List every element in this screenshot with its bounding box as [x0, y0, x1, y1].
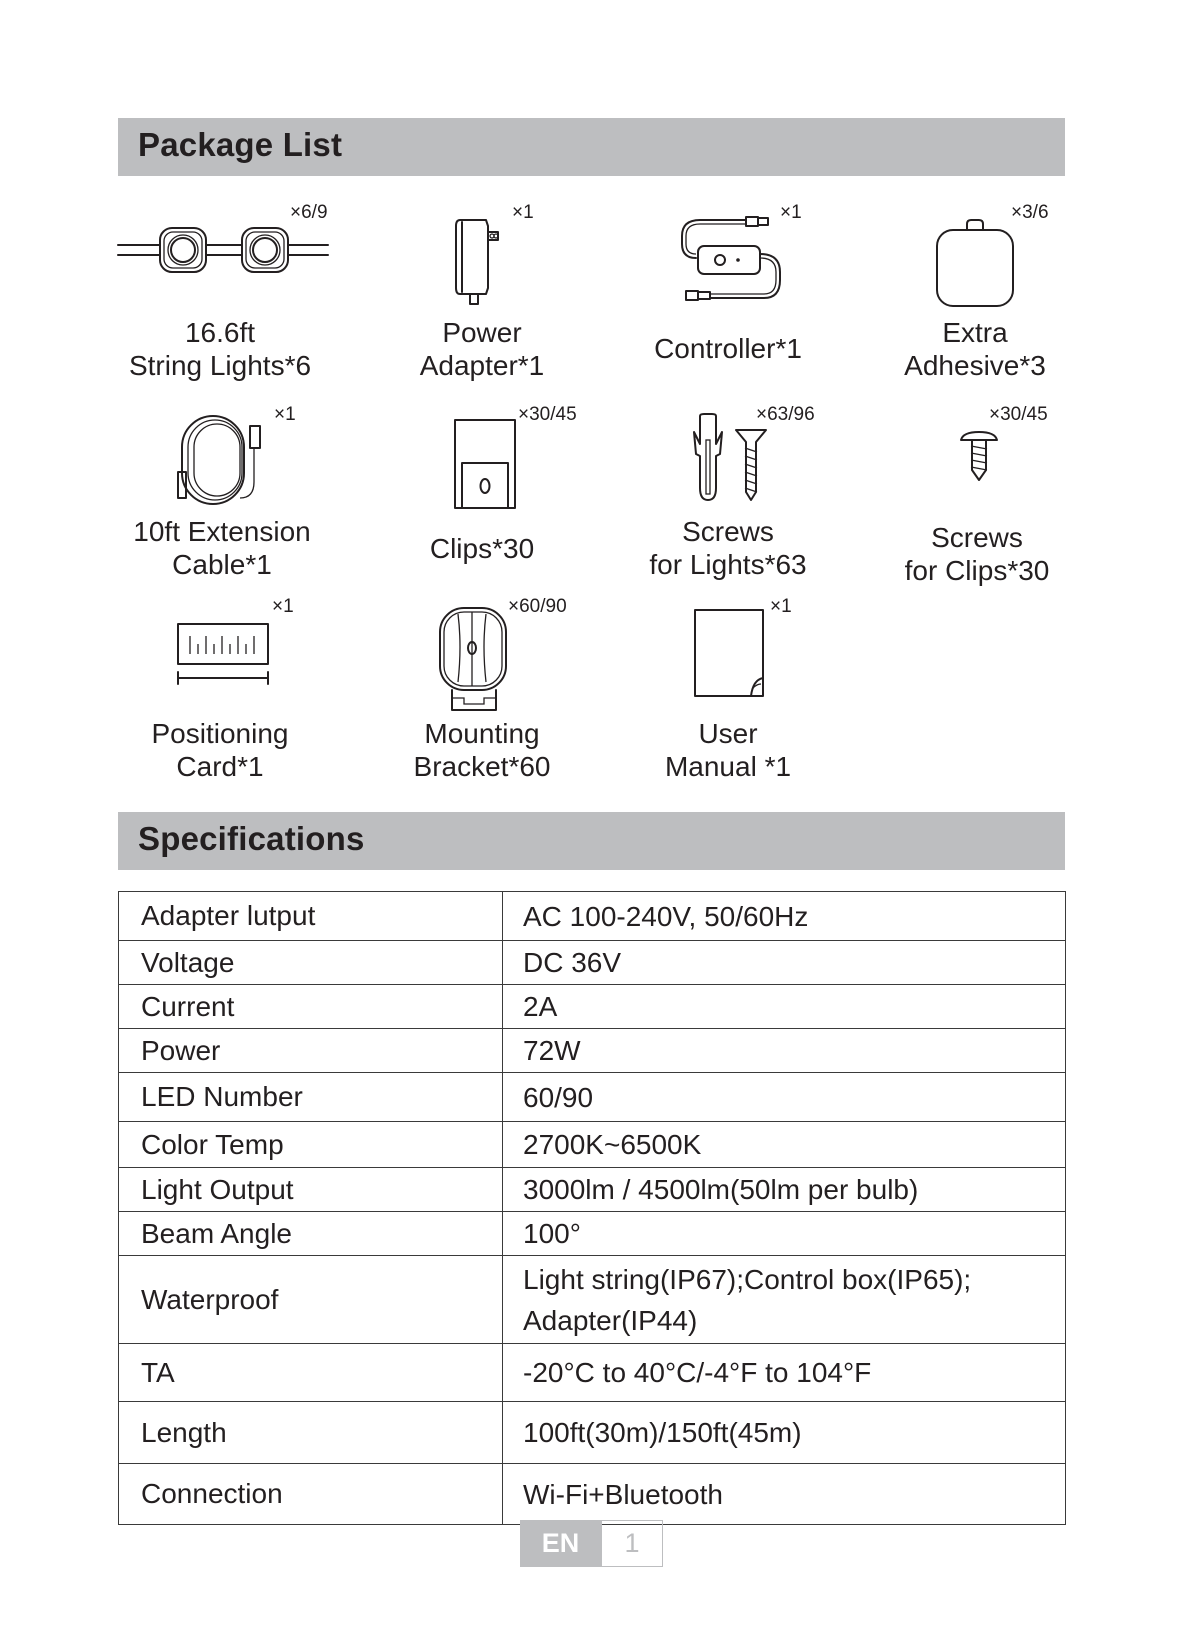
- package-item-screws-lights: [608, 404, 848, 594]
- string-lights-icon: [118, 225, 328, 275]
- spec-key: TA: [119, 1344, 503, 1402]
- item-label: [362, 717, 602, 783]
- quantity-badge: ×3/6: [1011, 202, 1049, 223]
- label-line: String Lights*6: [128, 350, 312, 381]
- spec-value: [503, 1256, 1066, 1344]
- anchor-screw-icon: [690, 412, 770, 508]
- spec-key: Beam Angle: [119, 1212, 503, 1256]
- package-item-user-manual: [608, 596, 848, 786]
- spec-value: AC 100-240V, 50/60Hz: [503, 892, 1066, 941]
- package-list-title: Package List: [138, 126, 343, 163]
- spec-value: 72W: [503, 1029, 1066, 1073]
- specifications-title: Specifications: [138, 820, 365, 857]
- package-item-mounting-bracket: [362, 596, 602, 786]
- spec-value: 2A: [503, 985, 1066, 1029]
- spec-row: [119, 941, 1066, 985]
- quantity-badge: ×1: [274, 404, 296, 425]
- specifications-header: [118, 812, 1065, 870]
- spec-row: [119, 1073, 1066, 1122]
- item-label: [100, 316, 340, 382]
- page-number: 1: [601, 1520, 663, 1567]
- item-label: [100, 717, 340, 783]
- label-line: Screws: [931, 522, 1023, 553]
- item-label: [857, 521, 1097, 587]
- package-item-string-lights: [100, 200, 340, 390]
- mounting-bracket-icon: [438, 606, 510, 712]
- label-line: Screws: [682, 516, 774, 547]
- spec-key: Connection: [119, 1464, 503, 1525]
- item-label: [608, 717, 848, 783]
- language-badge: EN: [520, 1520, 601, 1567]
- spec-row: [119, 1029, 1066, 1073]
- package-item-extension-cable: [102, 404, 342, 594]
- spec-row: [119, 892, 1066, 941]
- spec-value-line: Light string(IP67);Control box(IP65);: [523, 1263, 972, 1295]
- label-line: User: [698, 718, 758, 749]
- spec-key: Length: [119, 1402, 503, 1464]
- spec-row: [119, 1122, 1066, 1168]
- extension-cable-icon: [174, 412, 284, 510]
- spec-key: Waterproof: [119, 1256, 503, 1344]
- small-screw-icon: [959, 430, 999, 486]
- item-label: [362, 316, 602, 382]
- package-list-header: [118, 118, 1065, 176]
- label-line: 10ft Extension: [133, 516, 311, 547]
- spec-key: Adapter lutput: [119, 892, 503, 941]
- package-item-clips: [362, 404, 602, 594]
- item-label: [102, 515, 342, 581]
- quantity-badge: ×1: [770, 596, 792, 617]
- label-line: Card*1: [176, 751, 264, 782]
- item-label: [855, 316, 1095, 382]
- spec-row: [119, 1464, 1066, 1525]
- positioning-card-icon: [176, 622, 270, 686]
- user-manual-icon: [693, 608, 765, 698]
- label-line: for Lights*63: [649, 549, 807, 580]
- spec-value-line: Adapter(IP44): [523, 1304, 698, 1336]
- spec-row: [119, 1212, 1066, 1256]
- spec-row: [119, 1402, 1066, 1464]
- controller-icon: [668, 214, 798, 309]
- adhesive-icon: [935, 218, 1015, 308]
- item-label: [362, 532, 602, 565]
- quantity-badge: ×1: [780, 202, 802, 223]
- item-label: [608, 515, 848, 581]
- label-line: Mounting: [424, 718, 540, 749]
- label-line: 16.6ft: [184, 317, 256, 348]
- label-line: Controller*1: [654, 333, 802, 364]
- spec-value: 2700K~6500K: [503, 1122, 1066, 1168]
- spec-row: [119, 1256, 1066, 1344]
- package-item-power-adapter: [362, 200, 602, 390]
- quantity-badge: ×30/45: [518, 404, 577, 425]
- clip-icon: [453, 418, 517, 510]
- quantity-badge: ×63/96: [756, 404, 815, 425]
- item-label: [608, 332, 848, 365]
- spec-row: [119, 1168, 1066, 1212]
- spec-value: -20°C to 40°C/-4°F to 104°F: [503, 1344, 1066, 1402]
- label-line: Manual *1: [664, 751, 792, 782]
- spec-value: 100ft(30m)/150ft(45m): [503, 1402, 1066, 1464]
- spec-value: 3000lm / 4500lm(50lm per bulb): [503, 1168, 1066, 1212]
- quantity-badge: ×1: [272, 596, 294, 617]
- page-footer: [520, 1520, 663, 1567]
- spec-key: Current: [119, 985, 503, 1029]
- label-line: Positioning: [151, 718, 289, 749]
- package-item-controller: [608, 200, 848, 390]
- spec-row: [119, 985, 1066, 1029]
- quantity-badge: ×60/90: [508, 596, 567, 617]
- spec-key: Color Temp: [119, 1122, 503, 1168]
- package-item-screws-clips: [857, 404, 1097, 594]
- quantity-badge: ×30/45: [989, 404, 1048, 425]
- specifications-table: [118, 891, 1066, 1525]
- power-adapter-icon: [454, 216, 504, 306]
- spec-key: Power: [119, 1029, 503, 1073]
- spec-key: Voltage: [119, 941, 503, 985]
- label-line: Adhesive*3: [904, 350, 1046, 381]
- spec-value: Wi-Fi+Bluetooth: [503, 1464, 1066, 1525]
- spec-key: LED Number: [119, 1073, 503, 1122]
- package-item-positioning-card: [100, 596, 340, 786]
- spec-value: 60/90: [503, 1073, 1066, 1122]
- label-line: Clips*30: [429, 533, 535, 564]
- label-line: Cable*1: [172, 549, 272, 580]
- label-line: Extra: [942, 317, 1008, 348]
- quantity-badge: ×1: [512, 202, 534, 223]
- quantity-badge: ×6/9: [290, 202, 328, 223]
- spec-row: [119, 1344, 1066, 1402]
- spec-value: DC 36V: [503, 941, 1066, 985]
- label-line: Power: [442, 317, 522, 348]
- package-item-adhesive: [855, 200, 1095, 390]
- label-line: Adapter*1: [419, 350, 545, 381]
- spec-value: 100°: [503, 1212, 1066, 1256]
- label-line: for Clips*30: [904, 555, 1050, 586]
- label-line: Bracket*60: [413, 751, 551, 782]
- spec-key: Light Output: [119, 1168, 503, 1212]
